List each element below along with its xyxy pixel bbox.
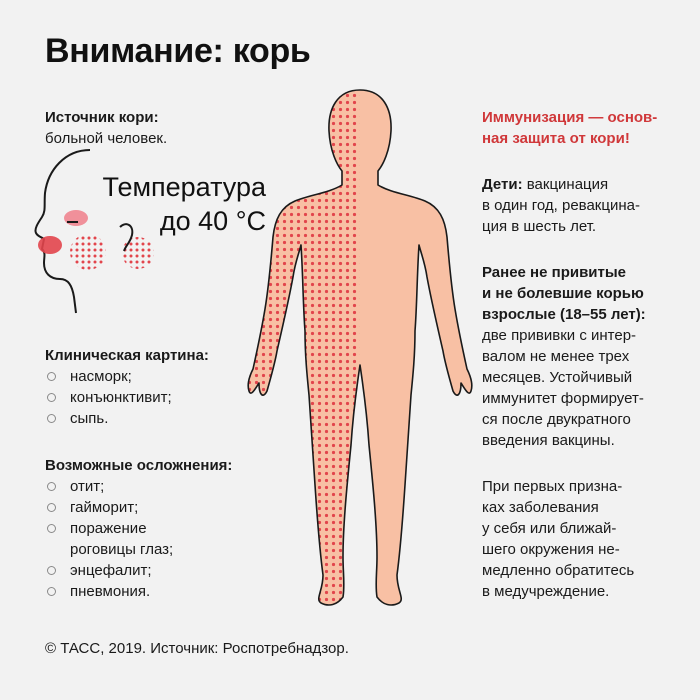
bullet-circle-icon — [47, 393, 56, 402]
source-value: больной человек. — [45, 130, 168, 147]
footer-credit: © ТАСС, 2019. Источник: Роспотребнадзор. — [45, 640, 349, 657]
list-item: сыпь. — [45, 408, 275, 429]
red-eye-area — [64, 210, 88, 226]
temperature-label — [88, 170, 266, 238]
immunization-heading: Иммунизация — основ- ная защита от кори! — [482, 109, 658, 147]
clinical-picture-section — [45, 345, 275, 429]
list-item: поражение — [45, 518, 275, 539]
children-label: Дети: — [482, 176, 523, 193]
clinical-heading: Клиническая картина: — [45, 347, 209, 364]
face-outline — [35, 150, 90, 313]
bullet-circle-icon — [47, 524, 56, 533]
temperature-line1: Температура — [102, 172, 266, 202]
list-item: насморк; — [45, 366, 275, 387]
list-item: энцефалит; — [45, 560, 275, 581]
bullet-circle-icon — [47, 566, 56, 575]
cheek-rash — [70, 234, 106, 270]
bullet-circle-icon — [47, 587, 56, 596]
temperature-line2: до 40 °С — [159, 206, 266, 236]
adults-vaccination-block: Ранее не привитые и не болевшие корью взрослые (18–55 лет): две прививки с интер- валом не менее трех месяцев. Устойчивый иммунитет формирует- ся после двукратного введения вакцины. — [482, 264, 646, 449]
bullet-circle-icon — [47, 372, 56, 381]
source-block — [45, 107, 255, 149]
list-item: пневмония. — [45, 581, 275, 602]
list-item-continuation: роговицы глаз; — [70, 541, 174, 558]
list-item: отит; — [45, 476, 275, 497]
red-nose — [38, 236, 62, 254]
list-item: конъюнктивит; — [45, 387, 275, 408]
children-vaccination-block: Дети: вакцинация в один год, ревакцина- ция в шесть лет. — [482, 176, 640, 235]
list-item: гайморит; — [45, 497, 275, 518]
complications-section — [45, 455, 275, 602]
bullet-circle-icon — [47, 414, 56, 423]
page-title: Внимание: корь — [45, 32, 311, 70]
source-label: Источник кори: — [45, 109, 159, 126]
complications-heading: Возможные осложнения: — [45, 457, 233, 474]
advice-block: При первых призна- ках заболевания у себя или ближай- шего окружения не- медленно обратитесь в медучреждение. — [482, 478, 635, 600]
bullet-circle-icon — [47, 503, 56, 512]
neck-rash — [122, 237, 154, 269]
bullet-circle-icon — [47, 482, 56, 491]
